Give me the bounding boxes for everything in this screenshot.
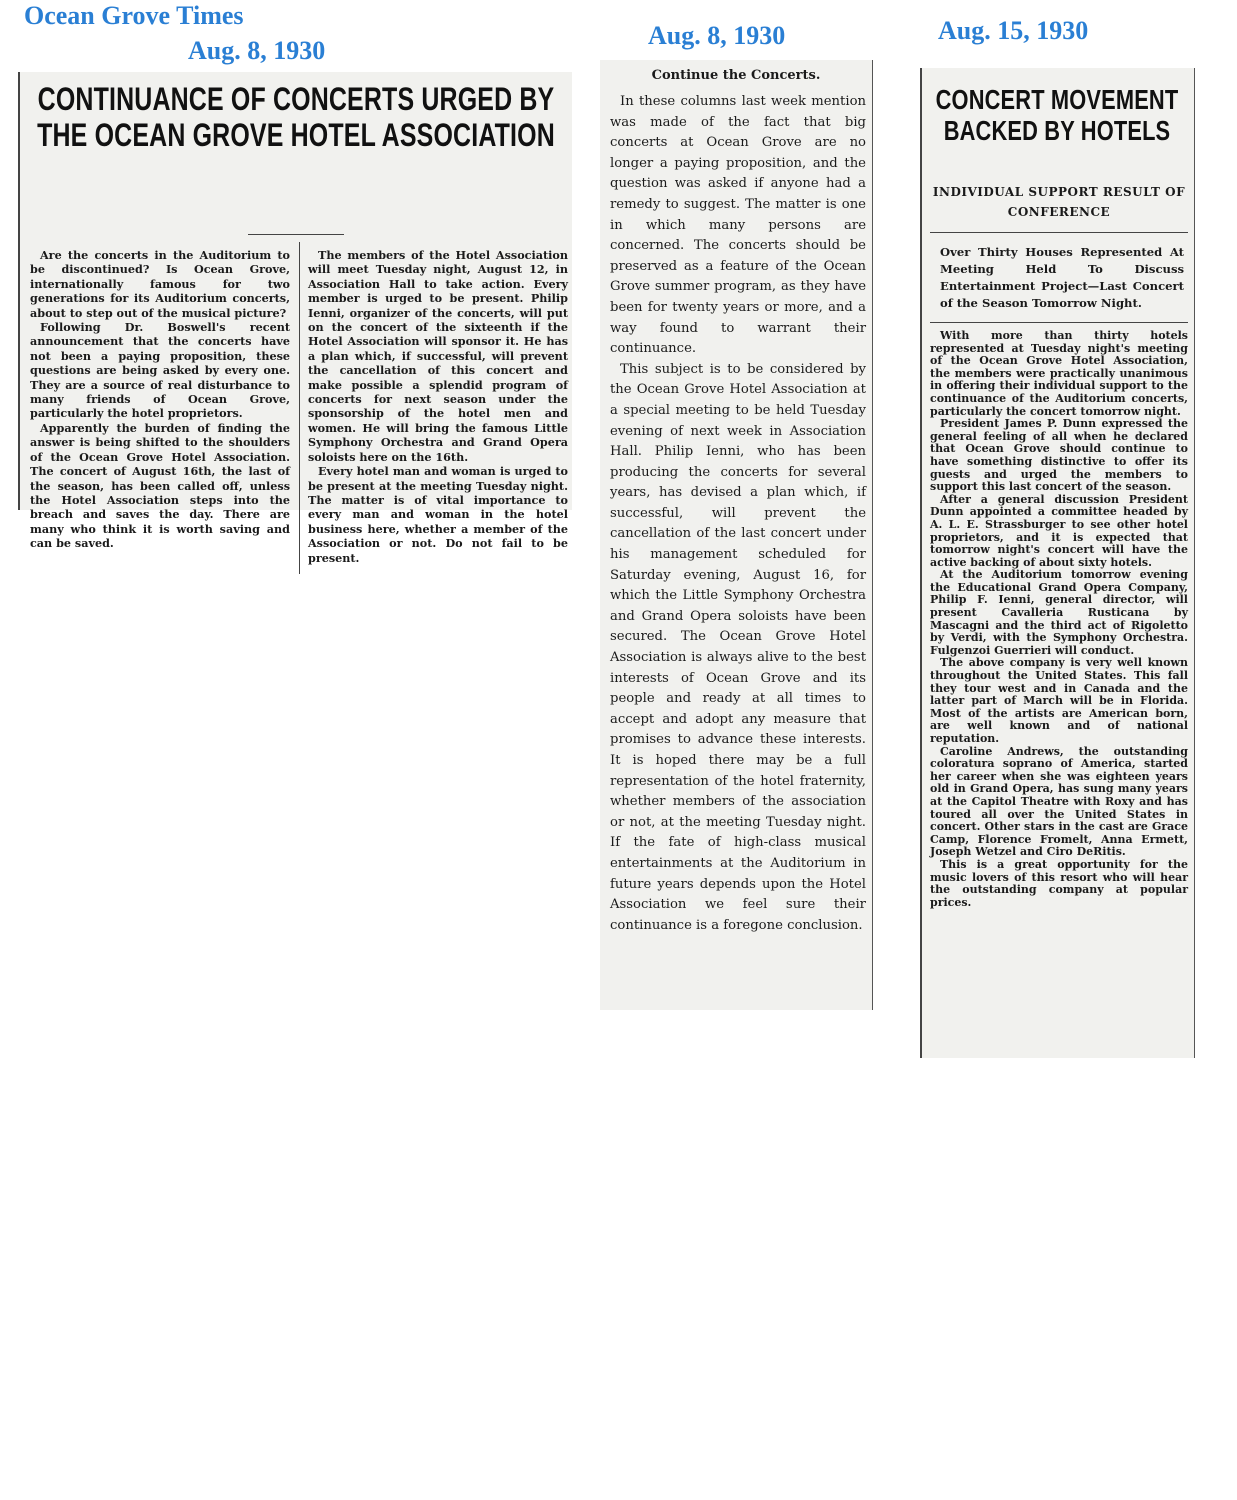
article-clip-concert-movement	[920, 68, 1195, 1058]
headline-line-2: THE OCEAN GROVE HOTEL ASSOCIATION	[37, 116, 555, 153]
deck-rule	[930, 322, 1188, 323]
article-column-2	[308, 248, 568, 565]
date-label-clip3: Aug. 15, 1930	[938, 16, 1089, 45]
paragraph: With more than thirty hotels represented at Tuesday night's meeting of the Ocean Grove Hotel Association, the members were practically unanimous in offering their individual support to the continuance of the Auditorium concerts, particularly the concert tomorrow night.	[930, 329, 1188, 418]
paragraph: Are the concerts in the Auditorium to be discontinued? Is Ocean Grove, internationally famous for two generations for its Auditorium concerts, about to step out of the musical picture?	[30, 248, 290, 320]
paragraph: President James P. Dunn expressed the general feeling of all when he declared that Ocean Grove should continue to have something distinctive to offer its guests and urged the members to support this last concert of the season.	[930, 417, 1188, 494]
paragraph: In these columns last week mention was made of the fact that big concerts at Ocean Grove are no longer a paying proposition, and the question was asked if anyone had a remedy to suggest. The matter is one in which many persons are concerned. The concerts should be preserved as a feature of the Ocean Grove summer program, as they have been for twenty years or more, and a way found to warrant their continuance.	[610, 94, 866, 357]
article-clip-continuance	[18, 72, 572, 565]
paragraph: This is a great opportunity for the music lovers of this resort who will hear the outstanding company at popular prices.	[930, 857, 1188, 909]
article-clip-continue-concerts	[600, 60, 873, 1010]
paragraph: Every hotel man and woman is urged to be present at the meeting Tuesday night. The matter is of vital importance to every man and woman in the hotel business here, whether a member of the Association or not. Do not fail to be present.	[308, 464, 568, 565]
headline-line-1: CONTINUANCE OF CONCERTS URGED BY	[37, 81, 555, 117]
article-deck-primary: INDIVIDUAL SUPPORT RESULT OF CONFERENCE	[932, 185, 1186, 219]
paragraph: The above company is very well known throughout the United States. This fall they tour west and in Canada and the latter part of March will be in Florida. Most of the artists are American born, are well known and of national reputation.	[930, 656, 1188, 745]
article-headline	[928, 84, 1185, 147]
paragraph: Caroline Andrews, the outstanding coloratura soprano of America, started her career when she was eighteen years old in Grand Opera, has sung many years at the Capitol Theatre with Roxy and has toured all over the United States in concert. Other stars in the cast are Grace Camp, Florence Fromelt, Anna Ermett, Joseph Wetzel and Ciro DeRitis.	[930, 744, 1188, 859]
article-subhead: Continue the Concerts.	[651, 68, 821, 83]
date-label-clip1: Aug. 8, 1930	[188, 36, 326, 65]
paragraph: The members of the Hotel Association will meet Tuesday night, August 12, in Association Hall to take action. Every member is urged to be present. Philip Ienni, organizer of the concerts, will put on the concert of the sixteenth if the Hotel Association will sponsor it. He has a plan which, if successful, will prevent the cancellation of this concert and make possible a splendid program of concerts for next season under the sponsorship of the hotel men and women. He will bring the famous Little Symphony Orchestra and Grand Opera soloists here on the 16th.	[308, 248, 568, 464]
paragraph: At the Auditorium tomorrow evening the Educational Grand Opera Company, Philip F. Ienni, general director, will present Cavalleria Rusticana by Mascagni and the third act of Rigoletto by Verdi, with the Symphony Orchestra. Fulgenzoi Guerrieri will conduct.	[930, 568, 1188, 657]
headline-line-1: CONCERT MOVEMENT	[935, 84, 1179, 115]
paragraph: After a general discussion President Dunn appointed a committee headed by A. L. E. Strassburger to see other hotel proprietors, and it is expected that tomorrow night's concert will have the active backing of about sixty hotels.	[930, 492, 1188, 569]
article-body	[610, 92, 866, 936]
headline-rule	[248, 234, 344, 235]
article-columns	[30, 248, 568, 565]
headline-line-2: BACKED BY HOTELS	[943, 115, 1171, 147]
article-column-1	[30, 248, 290, 565]
article-body	[930, 330, 1188, 909]
paragraph: Apparently the burden of finding the answer is being shifted to the shoulders of the Ocean Grove Hotel Association. The concert of August 16th, the last of the season, has been called off, unless the Hotel Association steps into the breach and saves the day. There are many who think it is worth saving and can be saved.	[30, 420, 290, 551]
deck-rule	[930, 232, 1188, 233]
article-headline	[34, 82, 558, 154]
date-label-clip2: Aug. 8, 1930	[648, 21, 786, 50]
paragraph: This subject is to be considered by the Ocean Grove Hotel Association at a special meeting to be held Tuesday evening of next week in Association Hall. Philip Ienni, who has been producing the concerts for several years, has devised a plan which, if successful, will prevent the cancellation of the last concert under his management scheduled for Saturday evening, August 16, for which the Little Symphony Orchestra and Grand Opera soloists have been secured. The Ocean Grove Hotel Association is always alive to the best interests of Ocean Grove and its people and ready at all times to accept and adopt any measure that promises to advance these interests. It is hoped there may be a full representation of the hotel fraternity, whether members of the association or not, at the meeting Tuesday night. If the fate of high-class musical entertainments at the Auditorium in future years depends upon the Hotel Association we feel sure their continuance is a foregone conclusion.	[610, 361, 866, 933]
paragraph: Following Dr. Boswell's recent announcement that the concerts have not been a paying proposition, these questions are being asked by every one. They are a source of real disturbance to many friends of Ocean Grove, particularly the hotel proprietors.	[30, 320, 290, 421]
article-deck-secondary: Over Thirty Houses Represented At Meeting Held To Discuss Entertainment Project—Last Concert of the Season Tomorrow Night.	[940, 245, 1184, 310]
paper-name-label: Ocean Grove Times	[24, 1, 244, 30]
